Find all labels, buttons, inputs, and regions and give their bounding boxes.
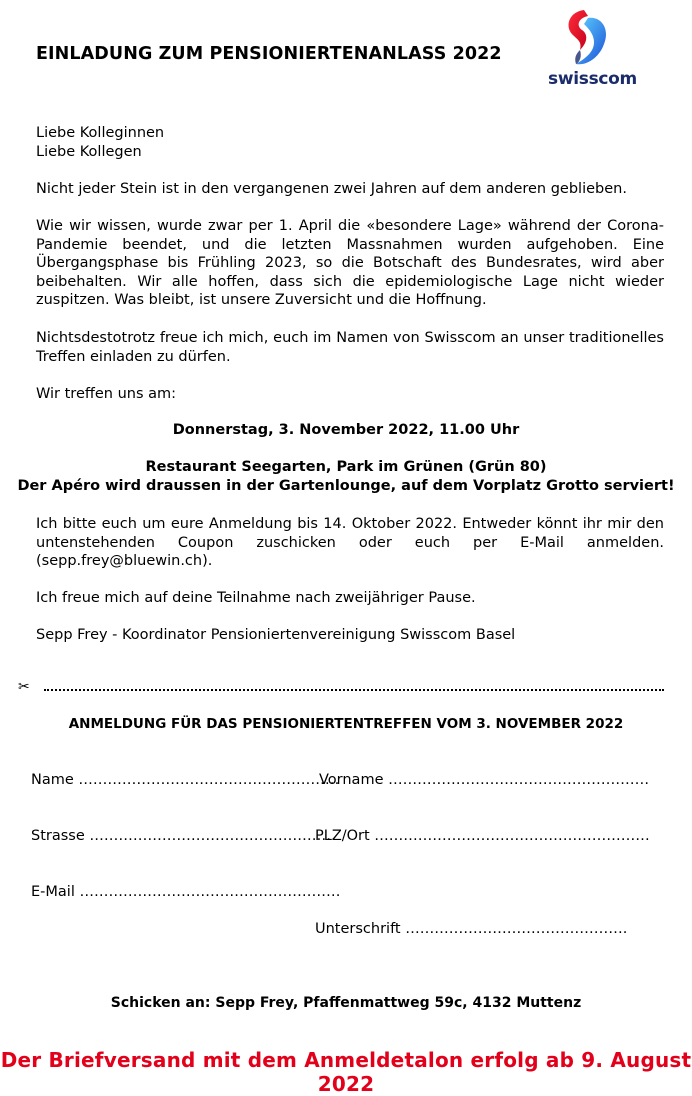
signature-line: Sepp Frey - Koordinator Pensioniertenvereinigung Swisscom Basel [36, 627, 516, 643]
scissors-icon: ✂ [18, 679, 30, 695]
event-apero: Der Apéro wird draussen in der Gartenlounge, auf dem Vorplatz Grotto serviert! [17, 478, 675, 494]
swisscom-lifeform-icon [544, 6, 636, 70]
event-venue: Restaurant Seegarten, Park im Grünen (Grün 80) [145, 459, 547, 475]
paragraph-corona: Wie wir wissen, wurde zwar per 1. April die «besondere Lage» während der Corona-Pandemie beendet, und die letzten Massnahmen wurden aufgehoben. Eine Übergangsphase bis Frühling 2023, so die Botschaft des Bundesrates, wird aber beibehalten. Wir alle hoffen, dass sich die epidemiologische Lage nicht wieder zuspitzen. Was bleibt, ist unsere Zuversicht und die Hoffnung. [36, 218, 664, 309]
swisscom-logo [544, 6, 636, 92]
vorname-field[interactable]: Vorname ……………………………………………… [319, 772, 650, 788]
signature-field[interactable]: Unterschrift ………………………………………. [315, 921, 628, 937]
greeting-line-2: Liebe Kollegen [36, 144, 142, 160]
mailing-notice: Der Briefversand mit dem Anmeldetalon erfolg ab 9. August 2022 [0, 1048, 692, 1096]
paragraph-registration: Ich bitte euch um eure Anmeldung bis 14. Oktober 2022. Entweder könnt ihr mir den untenstehenden Coupon zuschicken oder euch per E-Mail anmelden. (sepp.frey@bluewin.ch). [36, 516, 664, 570]
email-field[interactable]: E-Mail ……………………………………………… [31, 884, 341, 900]
strasse-field[interactable]: Strasse …………………………………………… [31, 828, 336, 844]
paragraph-meeting-intro: Wir treffen uns am: [36, 386, 177, 402]
greeting-line-1: Liebe Kolleginnen [36, 125, 165, 141]
logo-wordmark: swisscom [548, 69, 637, 89]
name-field[interactable]: Name ……………………………………………… [31, 772, 340, 788]
send-to-address: Schicken an: Sepp Frey, Pfaffenmattweg 59c, 4132 Muttenz [110, 995, 582, 1011]
paragraph-closing: Ich freue mich auf deine Teilnahme nach zweijähriger Pause. [36, 590, 476, 606]
plz-ort-field[interactable]: PLZ/Ort ………………………………………………… [315, 828, 650, 844]
paragraph-invitation: Nichtsdestotrotz freue ich mich, euch im Namen von Swisscom an unser traditionelles Treffen einladen zu dürfen. [36, 330, 664, 365]
event-date: Donnerstag, 3. November 2022, 11.00 Uhr [172, 422, 520, 438]
paragraph-intro: Nicht jeder Stein ist in den vergangenen zwei Jahren auf dem anderen geblieben. [36, 181, 627, 197]
coupon-title: ANMELDUNG FÜR DAS PENSIONIERTENTREFFEN VOM 3. NOVEMBER 2022 [68, 716, 624, 732]
page-title: EINLADUNG ZUM PENSIONIERTENANLASS 2022 [36, 44, 502, 64]
cut-line [44, 689, 664, 691]
